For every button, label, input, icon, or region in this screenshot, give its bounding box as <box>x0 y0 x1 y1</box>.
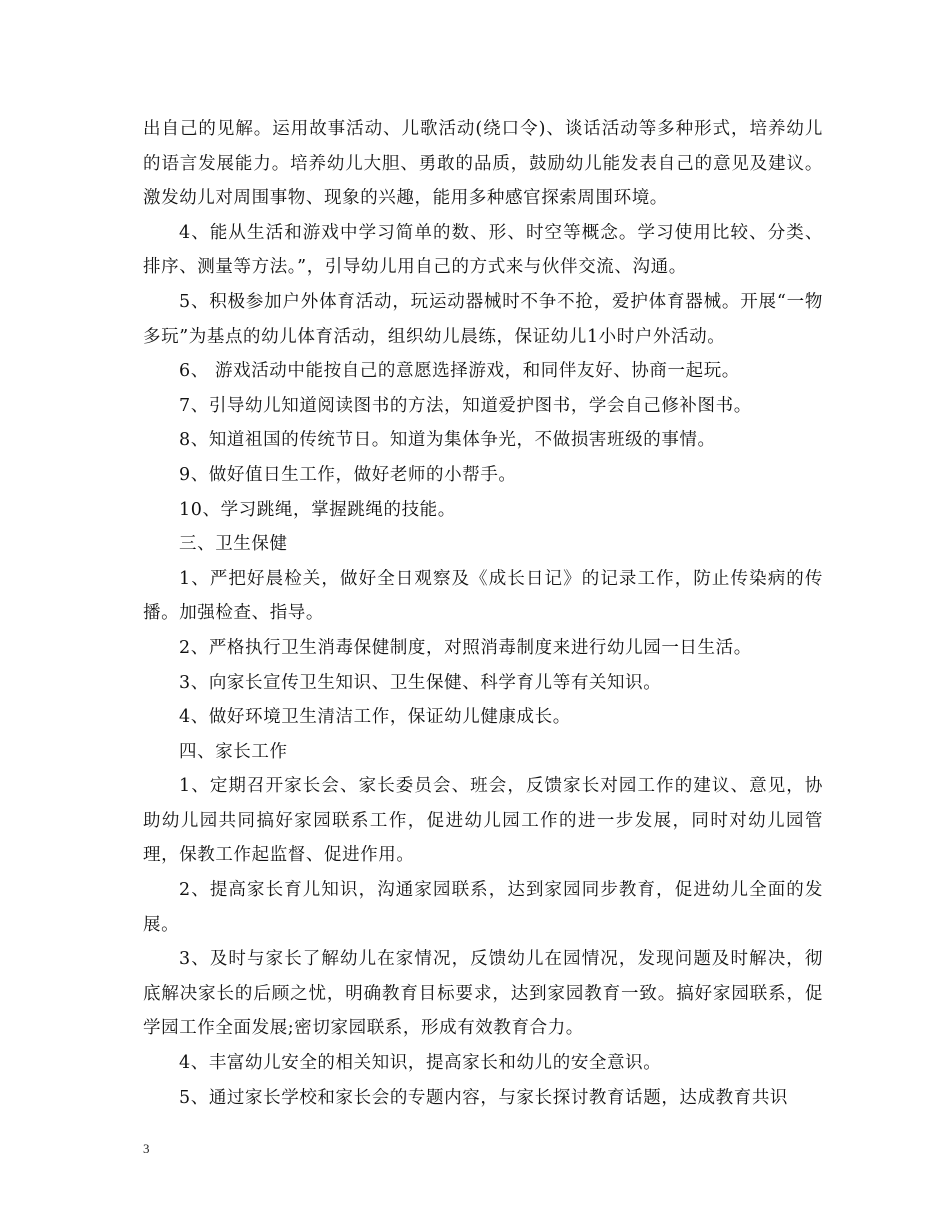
page-number: 3 <box>143 1141 150 1156</box>
paragraph: 3、及时与家长了解幼儿在家情况，反馈幼儿在园情况，发现问题及时解决，彻底解决家长的后顾之忧，明确教育目标要求，达到家园教育一致。搞好家园联系，促学园工作全面发展;密切家园联系，形成有效教育合力。 <box>143 949 823 1039</box>
paragraph: 3、向家长宣传卫生知识、卫生保健、科学育儿等有关知识。 <box>179 672 662 693</box>
paragraph: 8、知道祖国的传统节日。知道为集体争光，不做损害班级的事情。 <box>179 430 716 451</box>
paragraph: 4、能从生活和游戏中学习简单的数、形、时空等概念。学习使用比较、分类、排序、测量等方法。”，引导幼儿用自己的方式来与伙伴交流、沟通。 <box>143 222 823 278</box>
paragraph: 5、积极参加户外体育活动，玩运动器械时不争不抢，爱护体育器械。开展“一物多玩”为基点的幼儿体育活动，组织幼儿晨练，保证幼儿1小时户外活动。 <box>143 291 823 347</box>
paragraph: 1、定期召开家长会、家长委员会、班会，反馈家长对园工作的建议、意见，协助幼儿园共同搞好家园联系工作，促进幼儿园工作的进一步发展，同时对幼儿园管理，保教工作起监督、促进作用。 <box>143 776 823 866</box>
paragraph: 6、 游戏活动中能按自己的意愿选择游戏，和同伴友好、协商一起玩。 <box>179 361 740 382</box>
paragraph: 5、通过家长学校和家长会的专题内容，与家长探讨教育话题，达成教育共识 <box>179 1087 789 1108</box>
paragraph: 出自己的见解。运用故事活动、儿歌活动(绕口令)、谈话活动等多种形式，培养幼儿的语言发展能力。培养幼儿大胆、勇敢的品质，鼓励幼儿能发表自己的意见及建议。激发幼儿对周围事物、现象的兴趣，能用多种感官探索周围环境。 <box>143 119 823 209</box>
paragraph: 4、做好环境卫生清洁工作，保证幼儿健康成长。 <box>179 707 571 728</box>
section-heading: 三、卫生保健 <box>179 534 288 555</box>
paragraph: 4、丰富幼儿安全的相关知识，提高家长和幼儿的安全意识。 <box>179 1053 662 1074</box>
document-body <box>143 112 823 1115</box>
paragraph: 10、学习跳绳，掌握跳绳的技能。 <box>179 499 456 520</box>
paragraph: 9、做好值日生工作，做好老师的小帮手。 <box>179 464 517 485</box>
section-heading: 四、家长工作 <box>179 741 288 762</box>
paragraph: 1、严把好晨检关，做好全日观察及《成长日记》的记录工作，防止传染病的传播。加强检查、指导。 <box>143 568 823 624</box>
paragraph: 7、引导幼儿知道阅读图书的方法，知道爱护图书，学会自己修补图书。 <box>179 395 752 416</box>
paragraph: 2、严格执行卫生消毒保健制度，对照消毒制度来进行幼儿园一日生活。 <box>179 637 752 658</box>
paragraph: 2、提高家长育儿知识，沟通家园联系，达到家园同步教育，促进幼儿全面的发展。 <box>143 880 823 935</box>
